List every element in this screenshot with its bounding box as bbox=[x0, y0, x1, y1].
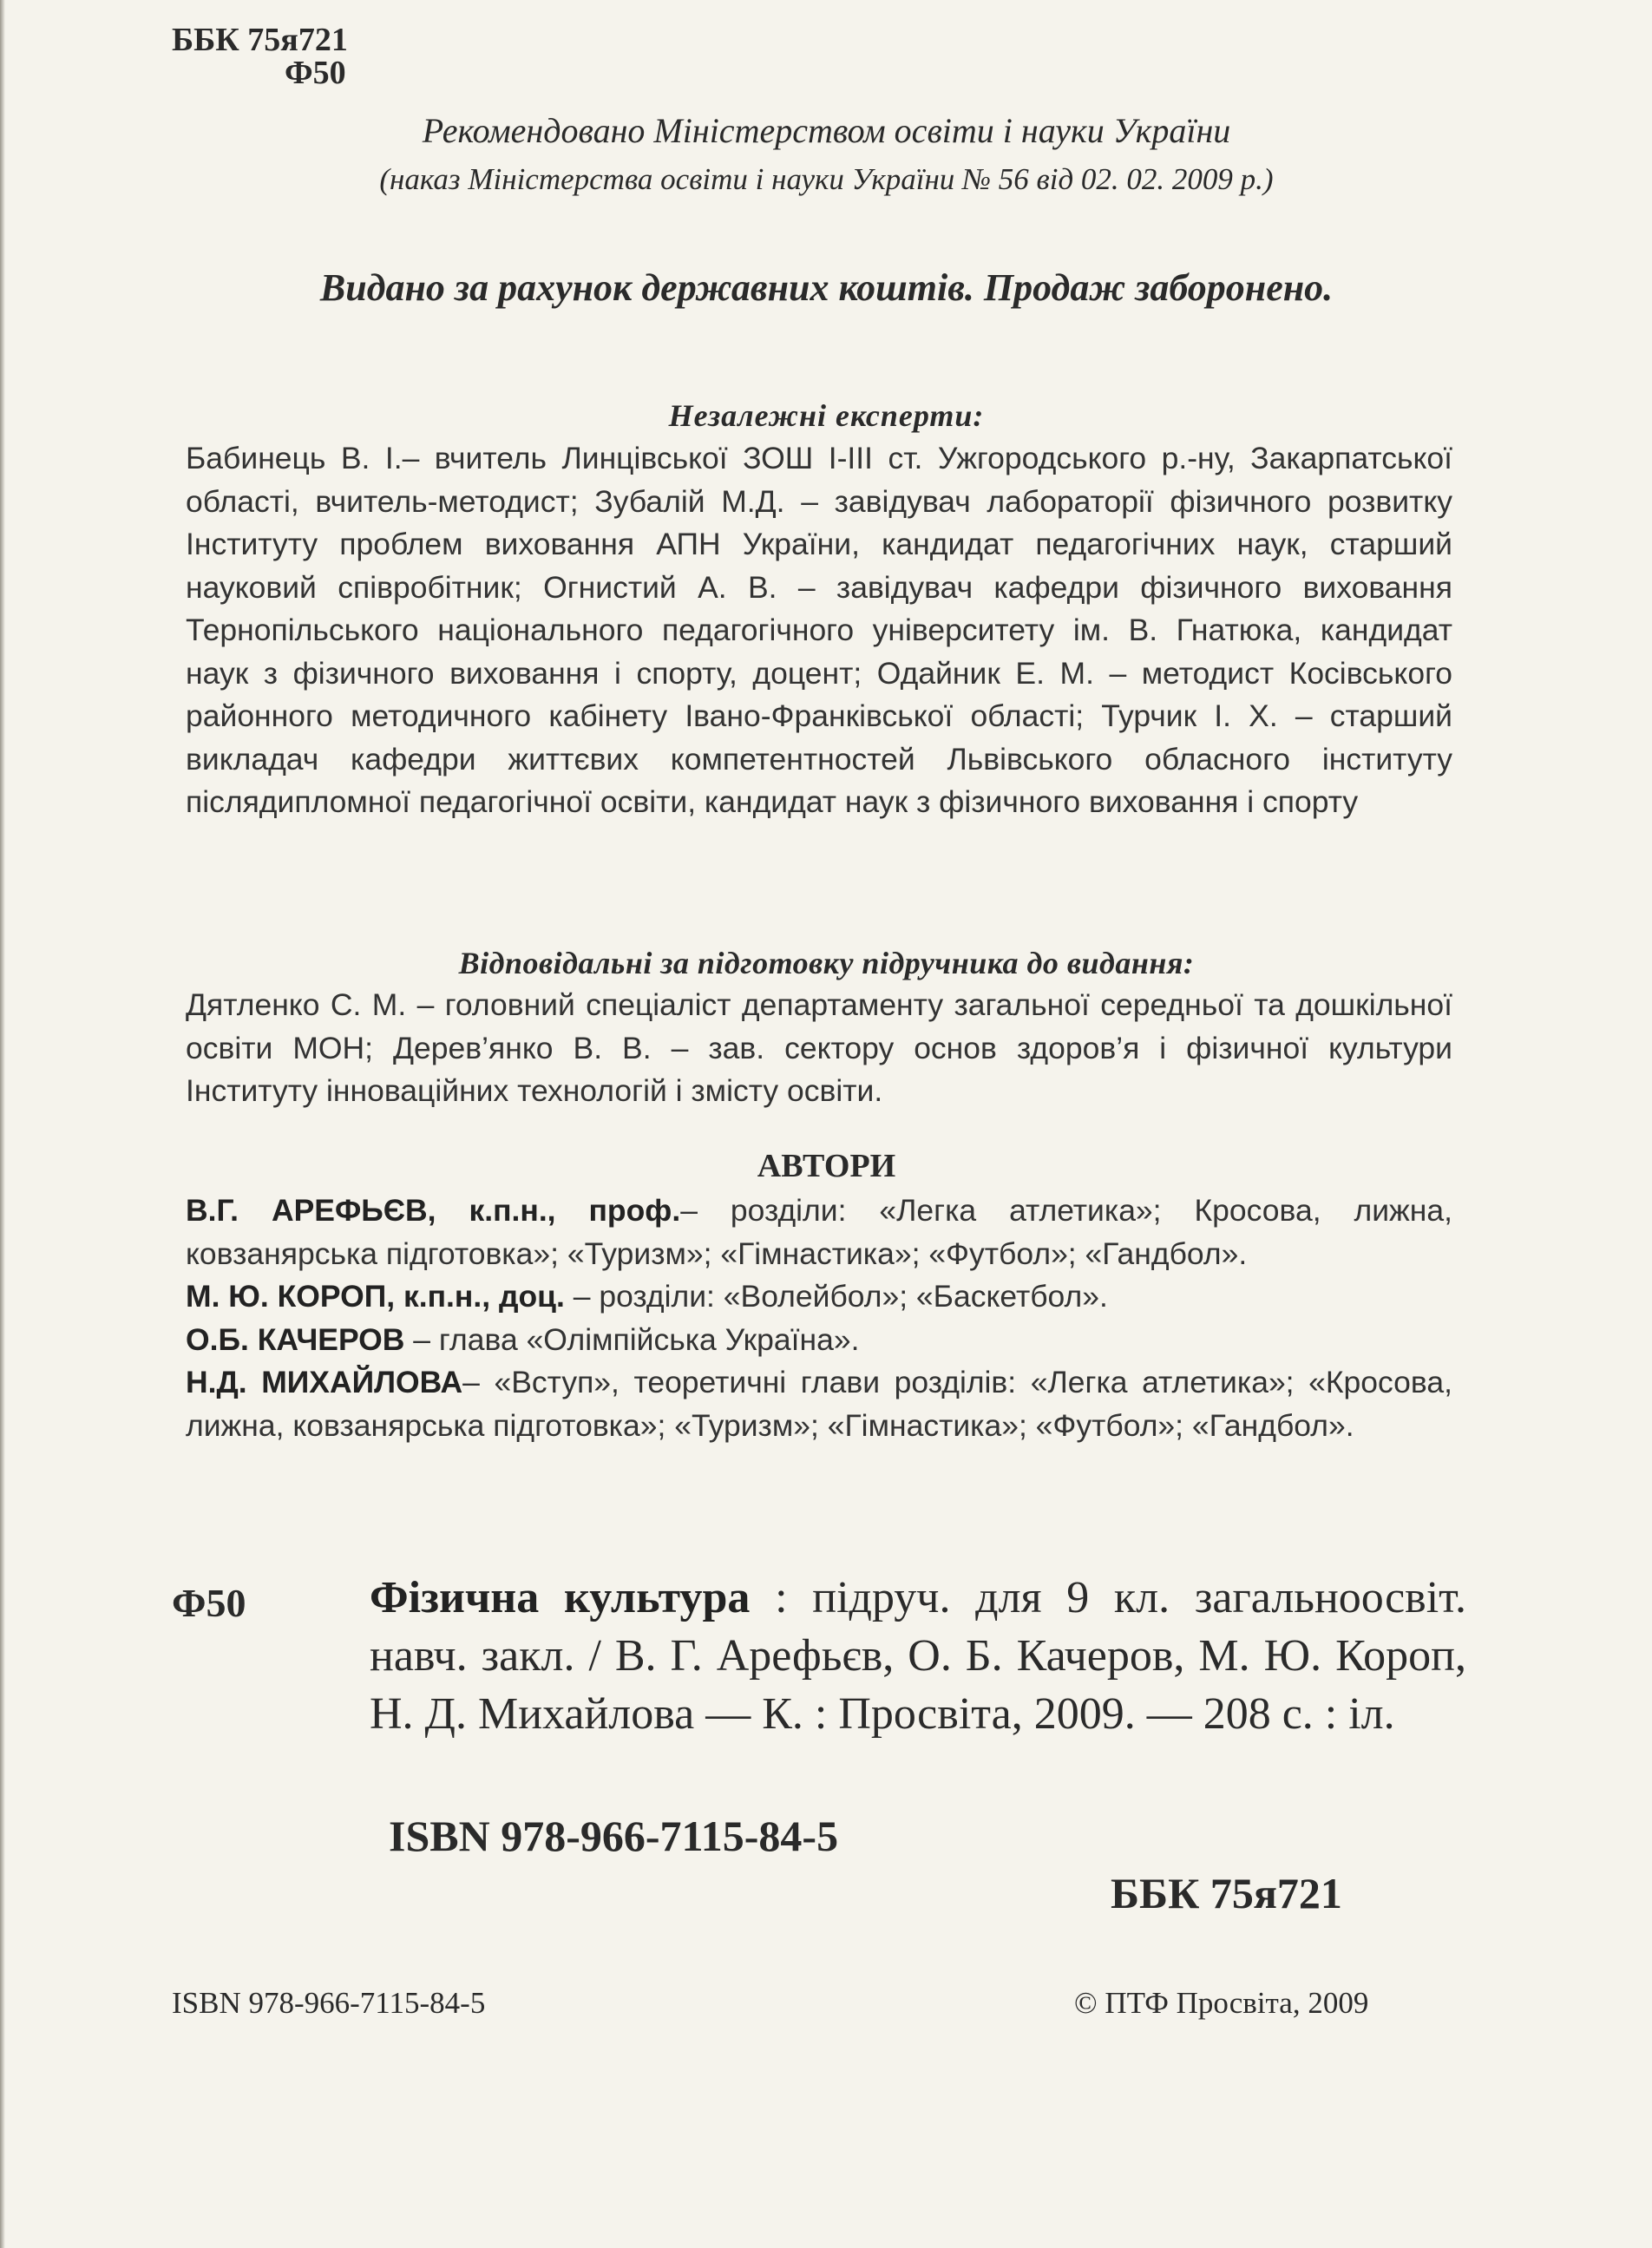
author-entry bbox=[186, 1319, 1452, 1362]
footer-copyright: © ПТФ Просвіта, 2009 bbox=[1074, 1986, 1369, 2020]
recommendation-line-1: Рекомендовано Міністерством освіти і науки України bbox=[422, 111, 1231, 150]
author-contribution: – глава «Олімпійська Україна». bbox=[404, 1321, 860, 1357]
catalog-card-isbn: ISBN 978-966-7115-84-5 bbox=[389, 1812, 839, 1860]
footer-isbn: ISBN 978-966-7115-84-5 bbox=[172, 1986, 486, 2020]
authors-list bbox=[186, 1190, 1452, 1447]
author-name: М. Ю. КОРОП, к.п.н., доц. bbox=[186, 1279, 565, 1314]
page-edge-shadow bbox=[0, 0, 5, 2248]
author-name: В.Г. АРЕФЬЄВ, к.п.н., проф. bbox=[186, 1193, 681, 1228]
authors-heading: АВТОРИ bbox=[757, 1148, 896, 1184]
author-contribution: – розділи: «Легка атлетика»; Кросова, лижна, ковзанярська підготовка»; «Туризм»; «Гімнастика»; «Футбол»; «Гандбол». bbox=[186, 1193, 1452, 1271]
author-name: Н.Д. МИХАЙЛОВА bbox=[186, 1365, 463, 1399]
author-entry bbox=[186, 1190, 1452, 1275]
author-entry bbox=[186, 1361, 1452, 1447]
funding-note: Видано за рахунок державних коштів. Продаж заборонено. bbox=[319, 266, 1334, 309]
responsible-heading: Відповідальні за підготовку підручника до видання: bbox=[458, 946, 1195, 980]
responsible-text: Дятленко С. М. – головний спеціаліст департаменту загальної середньої та дошкільної освіти МОН; Дерев’янко В. В. – зав. сектору основ здоров’я і фізичної культури Інституту інноваційних технологій і змісту освіти. bbox=[186, 987, 1452, 1108]
recommendation-line-2: (наказ Міністерства освіти і науки України № 56 від 02. 02. 2009 р.) bbox=[379, 162, 1274, 196]
author-contribution: – розділи: «Волейбол»; «Баскетбол». bbox=[564, 1279, 1108, 1314]
catalog-card-title: Фізична культура bbox=[370, 1573, 751, 1622]
catalog-code: Ф50 bbox=[285, 55, 346, 91]
catalog-card-bbk: ББК 75я721 bbox=[1111, 1869, 1342, 1917]
author-contribution: – «Вступ», теоретичні глави розділів: «Легка атлетика»; «Кросова, лижна, ковзанярська підготовка»; «Туризм»; «Гімнастика»; «Футбол»; «Гандбол». bbox=[186, 1365, 1452, 1443]
author-entry bbox=[186, 1275, 1452, 1319]
catalog-card-description bbox=[370, 1569, 1466, 1743]
catalog-card-details: : підруч. для 9 кл. загальноосвіт. навч. закл. / В. Г. Арефьєв, О. Б. Качеров, М. Ю. Короп, Н. Д. Михайлова — К. : Просвіта, 2009. — 208 с. : іл. bbox=[370, 1573, 1466, 1739]
catalog-card-code: Ф50 bbox=[172, 1581, 246, 1625]
bbk-index: ББК 75я721 bbox=[172, 22, 348, 58]
experts-heading: Незалежні експерти: bbox=[668, 398, 985, 433]
experts-text: Бабинець В. І.– вчитель Линцівської ЗОШ І-ІІІ ст. Ужгородського р.-ну, Закарпатської області, вчитель-методист; Зубалій М.Д. – завідувач лабораторії фізичного розвитку Інституту проблем виховання АПН України, кандидат педагогічних наук, старший науковий співробітник; Огнистий А. В. – завідувач кафедри фізичного виховання Тернопільського національного педагогічного університету ім. В. Гнатюка, кандидат наук з фізичного виховання і спорту, доцент; Одайник Е. М. – методист Косівського районного методичного кабінету Івано-Франківської області; Турчик І. Х. – старший викладач кафедри життєвих компетентностей Львівського обласного інституту післядипломної педагогічної освіти, кандидат наук з фізичного виховання і спорту bbox=[186, 441, 1452, 819]
author-name: О.Б. КАЧЕРОВ bbox=[186, 1321, 405, 1357]
